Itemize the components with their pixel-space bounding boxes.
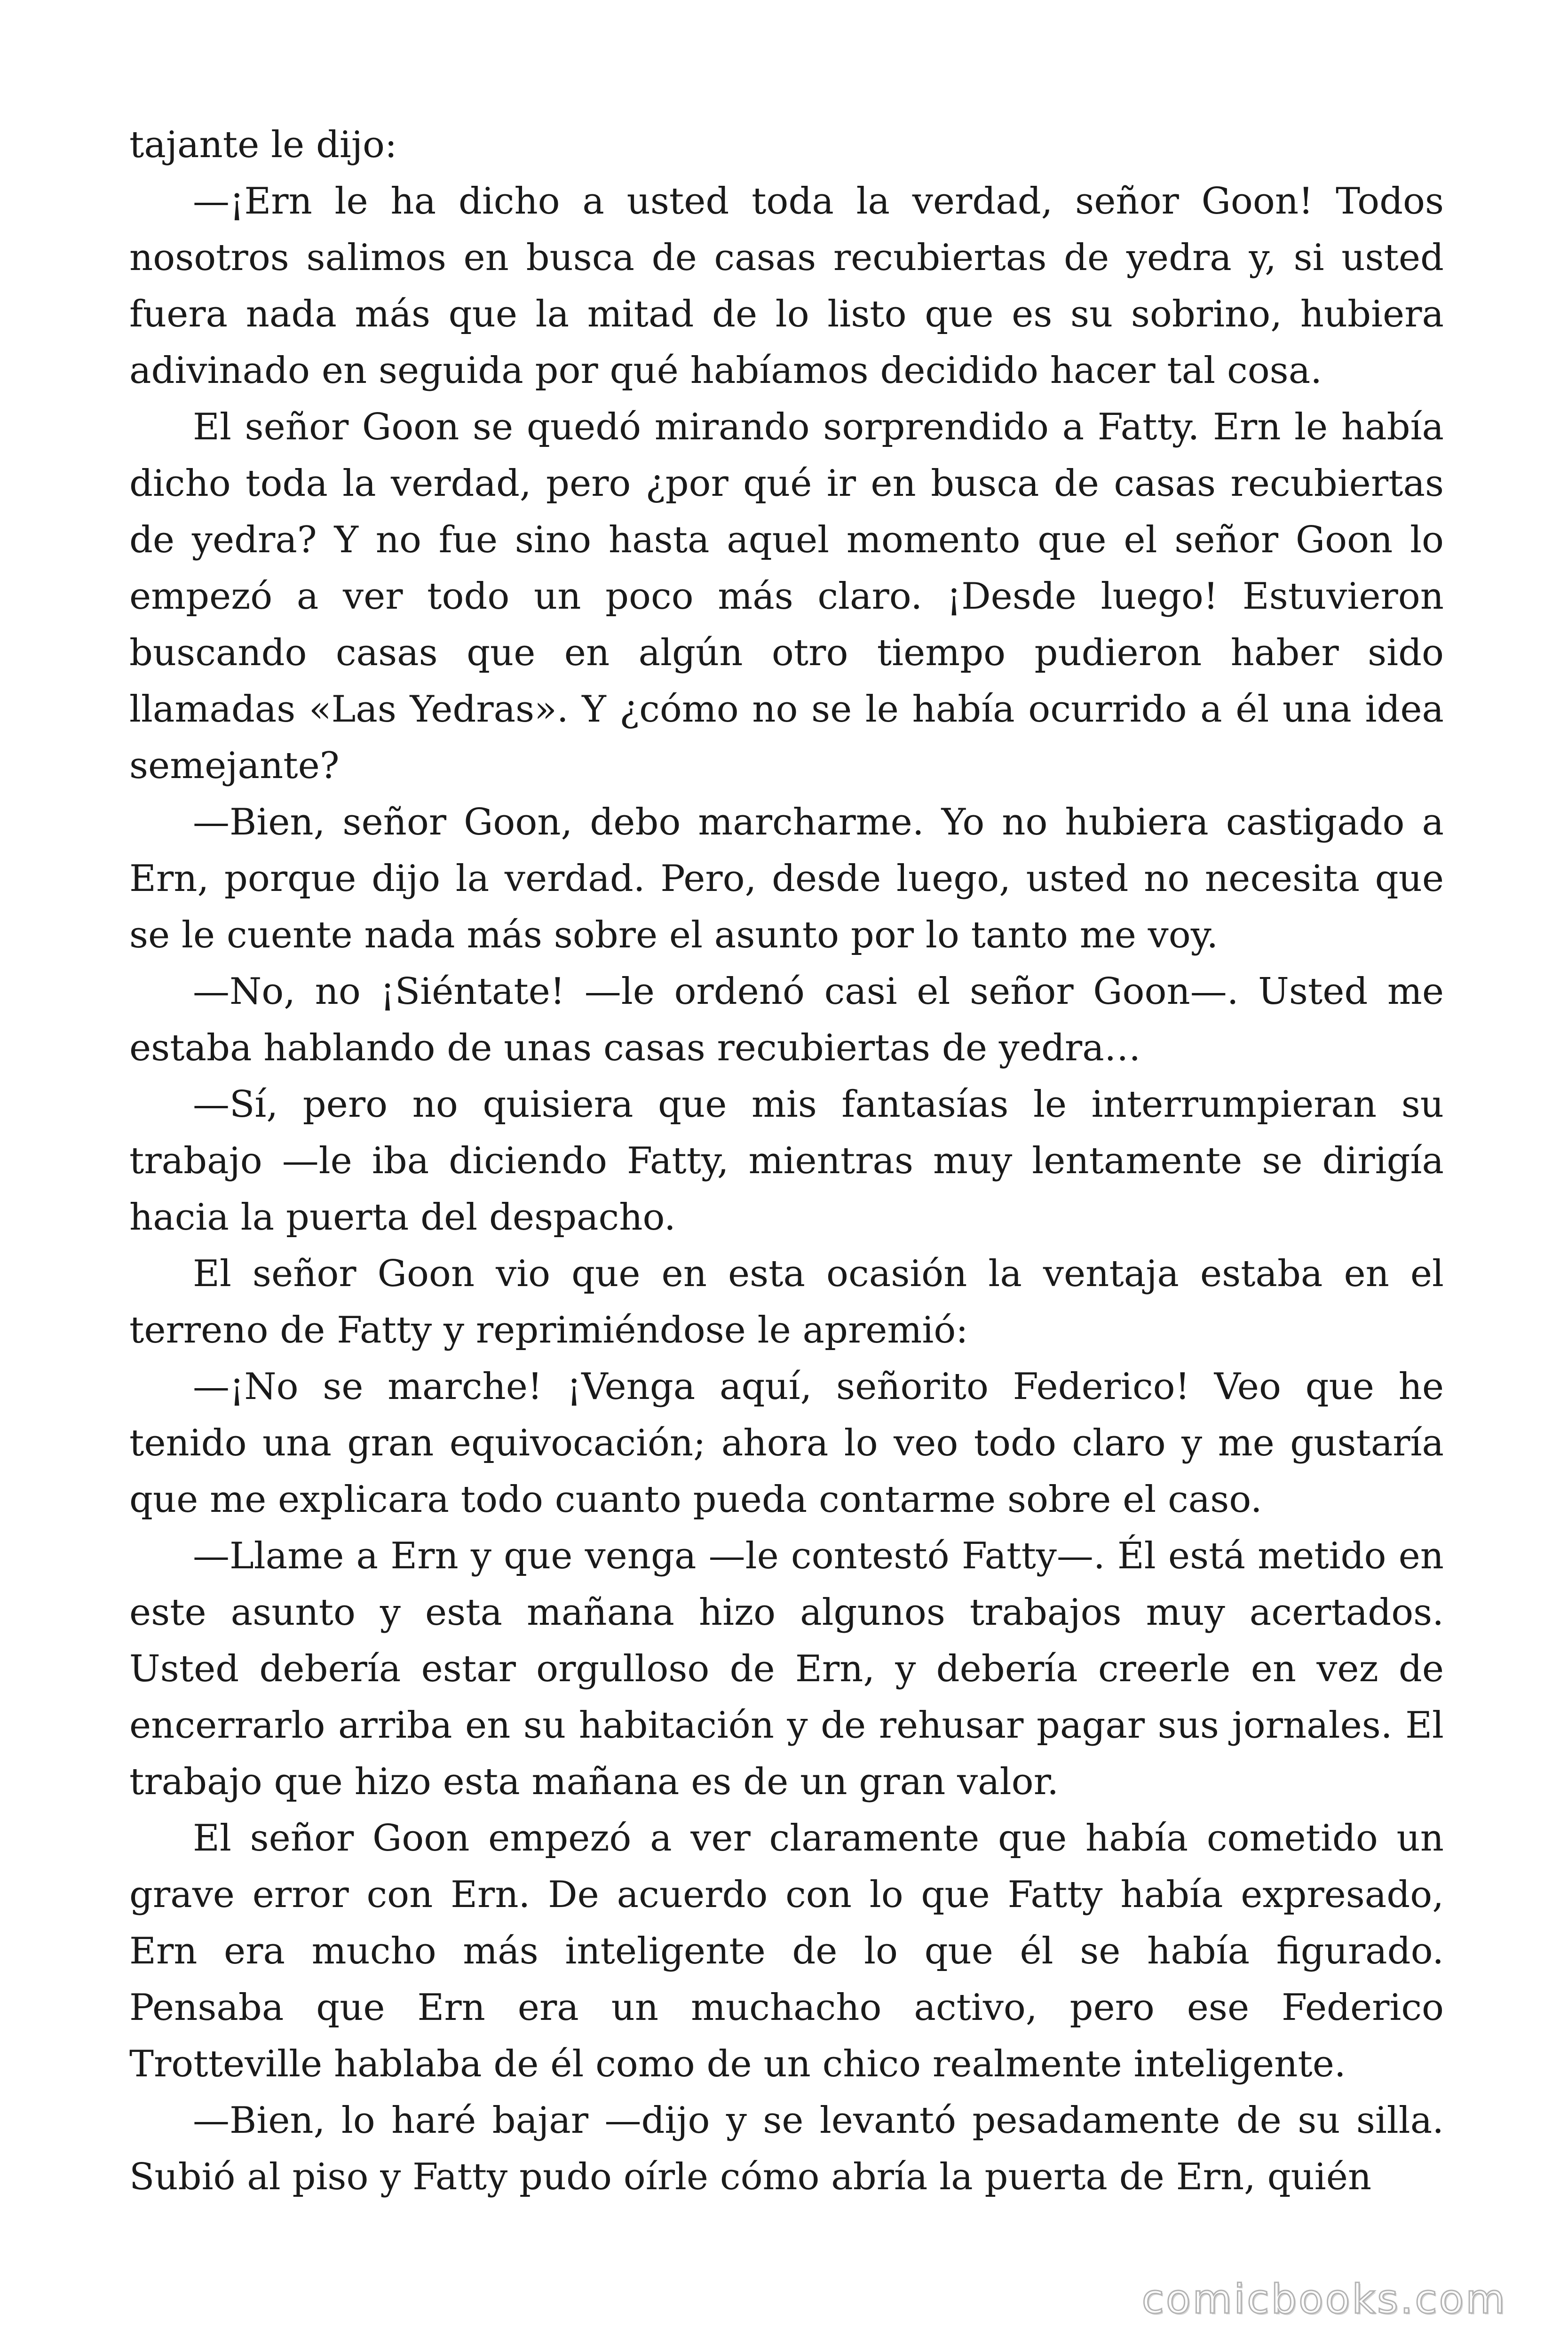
paragraph: —Llame a Ern y que venga —le contestó Fatty—. Él está metido en este asunto y esta mañana hizo algunos trabajos muy acertados. Usted debería estar orgulloso de Ern, y debería creerle en vez de encerrarlo arriba en su habitación y de rehusar pagar sus jornales. El trabajo que hizo esta mañana es de un gran valor.	[129, 1535, 1444, 1803]
body-text	[129, 117, 1444, 2205]
watermark: comicbooks.com	[1141, 2276, 1507, 2323]
paragraph: El señor Goon se quedó mirando sorprendido a Fatty. Ern le había dicho toda la verdad, pero ¿por qué ir en busca de casas recubiertas de yedra? Y no fue sino hasta aquel momento que el señor Goon lo empezó a ver todo un poco más claro. ¡Desde luego! Estuvieron buscando casas que en algún otro tiempo pudieron haber sido llamadas «Las Yedras». Y ¿cómo no se le había ocurrido a él una idea semejante?	[129, 406, 1444, 787]
paragraph: —Sí, pero no quisiera que mis fantasías le interrumpieran su trabajo —le iba diciendo Fatty, mientras muy lentamente se dirigía hacia la puerta del despacho.	[129, 1083, 1444, 1239]
paragraph: —Bien, señor Goon, debo marcharme. Yo no hubiera castigado a Ern, porque dijo la verdad. Pero, desde luego, usted no necesita que se le cuente nada más sobre el asunto por lo tanto me voy.	[129, 801, 1444, 956]
paragraph: —¡No se marche! ¡Venga aquí, señorito Federico! Veo que he tenido una gran equivocación; ahora lo veo todo claro y me gustaría que me explicara todo cuanto pueda contarme sobre el caso.	[129, 1366, 1444, 1521]
paragraph: El señor Goon vio que en esta ocasión la ventaja estaba en el terreno de Fatty y reprimiéndose le apremió:	[129, 1253, 1444, 1351]
paragraph: —Bien, lo haré bajar —dijo y se levantó pesadamente de su silla. Subió al piso y Fatty pudo oírle cómo abría la puerta de Ern, quién	[129, 2099, 1444, 2198]
paragraph-continuation: tajante le dijo:	[129, 124, 397, 166]
paragraph: —¡Ern le ha dicho a usted toda la verdad, señor Goon! Todos nosotros salimos en busca de casas recubiertas de yedra y, si usted fuera nada más que la mitad de lo listo que es su sobrino, hubiera adivinado en seguida por qué habíamos decidido hacer tal cosa.	[129, 180, 1444, 392]
paragraph: El señor Goon empezó a ver claramente que había cometido un grave error con Ern. De acuerdo con lo que Fatty había expresado, Ern era mucho más inteligente de lo que él se había figurado. Pensaba que Ern era un muchacho activo, pero ese Federico Trotteville hablaba de él como de un chico realmente inteligente.	[129, 1817, 1444, 2085]
paragraph: —No, no ¡Siéntate! —le ordenó casi el señor Goon—. Usted me estaba hablando de unas casas recubiertas de yedra…	[129, 970, 1444, 1069]
